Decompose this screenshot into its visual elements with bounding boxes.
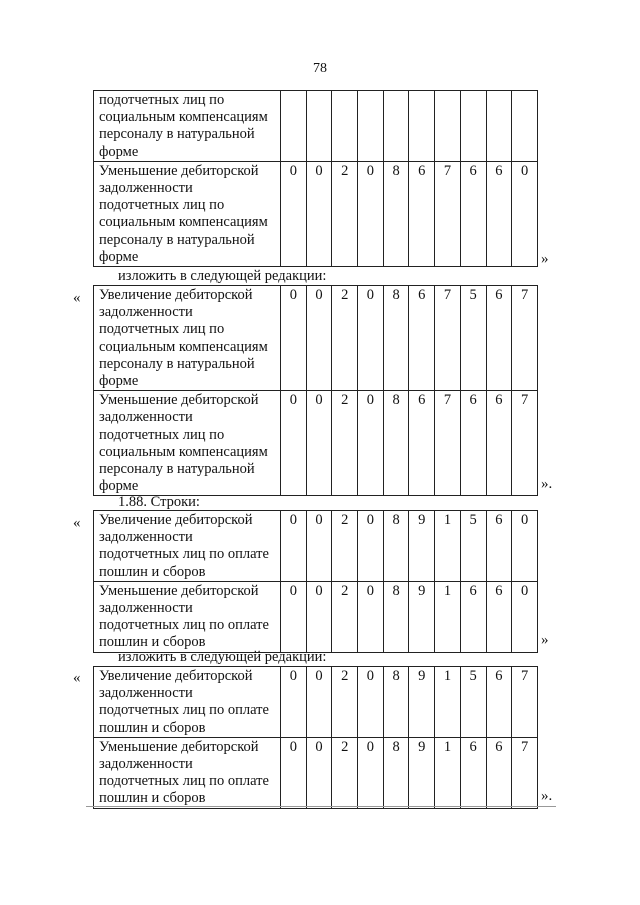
code-digit-cell: 2 xyxy=(332,286,358,391)
closing-quote: » xyxy=(541,632,549,648)
table-row xyxy=(94,737,538,808)
row-name-cell xyxy=(94,286,281,391)
row-name-line: подотчетных лиц по xyxy=(99,197,225,214)
row-name-line: персоналу в натуральной xyxy=(99,126,255,143)
code-digit-cell: 1 xyxy=(435,511,461,582)
code-digit-cell: 7 xyxy=(512,391,538,496)
code-digit-cell: 0 xyxy=(358,161,384,266)
code-digit-cell: 1 xyxy=(435,737,461,808)
code-digit-cell: 0 xyxy=(512,161,538,266)
code-digit-cell: 0 xyxy=(306,511,332,582)
page-number: 78 xyxy=(313,61,327,76)
code-digit-cell: 6 xyxy=(460,737,486,808)
row-name-line: Увеличение дебиторской xyxy=(99,668,253,684)
code-digit-cell: 0 xyxy=(281,161,307,266)
row-name-line: форме xyxy=(99,143,139,160)
closing-quote: » xyxy=(541,251,549,267)
code-digit-cell: 0 xyxy=(306,161,332,266)
code-digit-cell: 6 xyxy=(486,667,512,738)
caption-new-edition: изложить в следующей редакции: xyxy=(118,268,327,284)
code-digit-cell: 1 xyxy=(435,581,461,652)
code-digit-cell: 9 xyxy=(409,581,435,652)
code-digit-cell: 6 xyxy=(460,391,486,496)
row-name-line: подотчетных лиц по xyxy=(99,426,225,443)
code-digit-cell: 0 xyxy=(306,391,332,496)
row-name-line: задолженности xyxy=(99,600,193,617)
codes-table-edition-2 xyxy=(93,666,538,809)
row-name-line: задолженности xyxy=(99,180,193,197)
code-digit-cell: 9 xyxy=(409,667,435,738)
code-digit-cell: 6 xyxy=(409,391,435,496)
code-digit-cell xyxy=(332,91,358,162)
table-row xyxy=(94,511,538,582)
caption-new-edition: изложить в следующей редакции: xyxy=(118,649,327,665)
codes-table-continued xyxy=(93,90,538,267)
code-digit-cell: 7 xyxy=(512,737,538,808)
code-digit-cell: 0 xyxy=(512,511,538,582)
row-name-line: персоналу в натуральной xyxy=(99,461,255,478)
code-digit-cell xyxy=(306,91,332,162)
code-digit-cell: 6 xyxy=(409,286,435,391)
code-digit-cell: 7 xyxy=(435,286,461,391)
row-name-line: Увеличение дебиторской xyxy=(99,512,253,528)
code-digit-cell: 0 xyxy=(281,511,307,582)
code-digit-cell: 0 xyxy=(358,511,384,582)
row-name-line: пошлин и сборов xyxy=(99,719,206,736)
code-digit-cell: 8 xyxy=(383,286,409,391)
code-digit-cell: 0 xyxy=(358,391,384,496)
code-digit-cell: 6 xyxy=(486,391,512,496)
code-digit-cell: 9 xyxy=(409,511,435,582)
code-digit-cell: 0 xyxy=(358,667,384,738)
code-digit-cell: 8 xyxy=(383,667,409,738)
code-digit-cell: 5 xyxy=(460,667,486,738)
row-name-line: персоналу в натуральной xyxy=(99,231,255,248)
code-digit-cell: 6 xyxy=(486,581,512,652)
code-digit-cell: 0 xyxy=(281,737,307,808)
codes-table-edition-1 xyxy=(93,285,538,496)
table-row xyxy=(94,91,538,162)
closing-quote: ». xyxy=(541,788,553,804)
row-name-cell xyxy=(94,581,281,652)
row-name-line: подотчетных лиц по оплате xyxy=(99,773,269,790)
code-digit-cell: 6 xyxy=(486,286,512,391)
code-digit-cell: 6 xyxy=(486,511,512,582)
code-digit-cell xyxy=(281,91,307,162)
opening-quote: « xyxy=(73,670,81,686)
row-name-line: социальным компенсациям xyxy=(99,443,268,460)
code-digit-cell: 6 xyxy=(486,737,512,808)
code-digit-cell: 0 xyxy=(281,391,307,496)
caption-rows-1-88: 1.88. Строки: xyxy=(118,494,200,510)
code-digit-cell: 0 xyxy=(306,581,332,652)
code-digit-cell: 5 xyxy=(460,286,486,391)
row-name-line: Увеличение дебиторской xyxy=(99,287,253,303)
row-name-line: социальным компенсациям xyxy=(99,214,268,231)
row-name-line: задолженности xyxy=(99,685,193,702)
code-digit-cell xyxy=(512,91,538,162)
row-name-line: задолженности xyxy=(99,409,193,426)
code-digit-cell: 0 xyxy=(281,667,307,738)
code-digit-cell: 9 xyxy=(409,737,435,808)
table-row xyxy=(94,391,538,496)
row-name-line: социальным компенсациям xyxy=(99,109,268,126)
code-digit-cell: 0 xyxy=(358,286,384,391)
row-name-cell xyxy=(94,737,281,808)
code-digit-cell: 2 xyxy=(332,511,358,582)
code-digit-cell: 6 xyxy=(460,161,486,266)
code-digit-cell: 0 xyxy=(512,581,538,652)
code-digit-cell: 2 xyxy=(332,737,358,808)
table-row xyxy=(94,286,538,391)
closing-quote: ». xyxy=(541,476,553,492)
code-digit-cell: 6 xyxy=(460,581,486,652)
code-digit-cell: 0 xyxy=(306,286,332,391)
code-digit-cell xyxy=(460,91,486,162)
code-digit-cell: 0 xyxy=(358,581,384,652)
code-digit-cell: 8 xyxy=(383,737,409,808)
code-digit-cell: 8 xyxy=(383,511,409,582)
code-digit-cell: 6 xyxy=(409,161,435,266)
row-name-line: социальным компенсациям xyxy=(99,338,268,355)
row-name-cell xyxy=(94,91,281,162)
opening-quote: « xyxy=(73,515,81,531)
code-digit-cell: 2 xyxy=(332,391,358,496)
scan-artifact-line xyxy=(86,806,556,807)
row-name-line: Уменьшение дебиторской xyxy=(99,162,259,179)
row-name-line: Уменьшение дебиторской xyxy=(99,582,259,599)
code-digit-cell: 7 xyxy=(435,161,461,266)
row-name-cell xyxy=(94,667,281,738)
row-name-line: подотчетных лиц по оплате xyxy=(99,546,269,563)
code-digit-cell: 1 xyxy=(435,667,461,738)
code-digit-cell: 6 xyxy=(486,161,512,266)
code-digit-cell xyxy=(358,91,384,162)
code-digit-cell: 0 xyxy=(281,286,307,391)
code-digit-cell xyxy=(383,91,409,162)
row-name-line: задолженности xyxy=(99,756,193,773)
row-name-line: форме xyxy=(99,373,139,390)
code-digit-cell: 8 xyxy=(383,161,409,266)
row-name-line: подотчетных лиц по оплате xyxy=(99,702,269,719)
code-digit-cell: 5 xyxy=(460,511,486,582)
code-digit-cell: 0 xyxy=(306,667,332,738)
row-name-line: Уменьшение дебиторской xyxy=(99,738,259,755)
code-digit-cell: 8 xyxy=(383,581,409,652)
row-name-line: форме xyxy=(99,478,139,495)
code-digit-cell: 0 xyxy=(358,737,384,808)
code-digit-cell: 2 xyxy=(332,161,358,266)
opening-quote: « xyxy=(73,290,81,306)
row-name-line: подотчетных лиц по xyxy=(99,92,225,108)
row-name-line: пошлин и сборов xyxy=(99,634,206,651)
code-digit-cell: 8 xyxy=(383,391,409,496)
code-digit-cell: 7 xyxy=(512,286,538,391)
row-name-line: задолженности xyxy=(99,304,193,321)
code-digit-cell xyxy=(435,91,461,162)
code-digit-cell: 7 xyxy=(512,667,538,738)
code-digit-cell xyxy=(486,91,512,162)
table-row xyxy=(94,161,538,266)
row-name-line: пошлин и сборов xyxy=(99,790,206,807)
row-name-cell xyxy=(94,511,281,582)
code-digit-cell xyxy=(409,91,435,162)
row-name-line: форме xyxy=(99,248,139,265)
row-name-line: Уменьшение дебиторской xyxy=(99,392,259,409)
row-name-line: персоналу в натуральной xyxy=(99,355,255,372)
code-digit-cell: 0 xyxy=(306,737,332,808)
row-name-line: пошлин и сборов xyxy=(99,563,206,580)
row-name-cell xyxy=(94,391,281,496)
code-digit-cell: 0 xyxy=(281,581,307,652)
codes-table-rows-1-88 xyxy=(93,510,538,653)
code-digit-cell: 2 xyxy=(332,667,358,738)
table-row xyxy=(94,581,538,652)
code-digit-cell: 2 xyxy=(332,581,358,652)
row-name-line: подотчетных лиц по оплате xyxy=(99,617,269,634)
code-digit-cell: 7 xyxy=(435,391,461,496)
table-row xyxy=(94,667,538,738)
row-name-line: задолженности xyxy=(99,529,193,546)
row-name-cell xyxy=(94,161,281,266)
row-name-line: подотчетных лиц по xyxy=(99,321,225,338)
